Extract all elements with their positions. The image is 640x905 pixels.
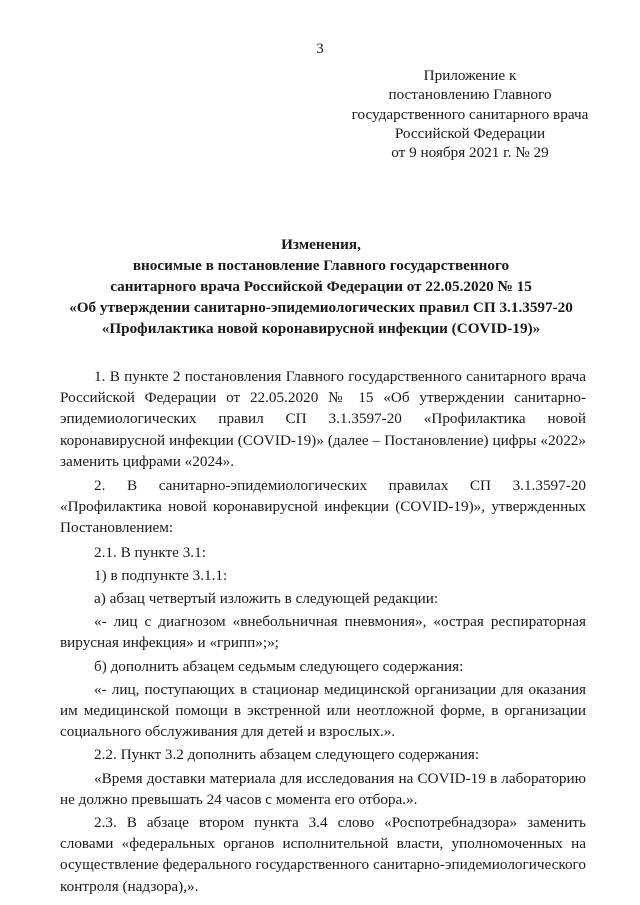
title-line: «Профилактика новой коронавирусной инфекции (COVID-19)» <box>101 320 541 337</box>
appendix-header <box>330 66 610 162</box>
paragraph-5: а) абзац четвертый изложить в следующей редакции: <box>94 590 439 608</box>
appendix-line: Приложение к <box>423 67 517 84</box>
paragraph-11: 2.3. В абзаце втором пункта 3.4 слово «Роспотребнадзора» заменить словами «федеральных органов исполнительной власти, уполномоченных на осуществление федерального государственного санитарно-эпидемиологического контроля (надзора),». <box>60 814 586 895</box>
paragraph-4: 1) в подпункте 3.1.1: <box>94 566 228 584</box>
paragraph-1: 1. В пункте 2 постановления Главного государственного санитарного врача Российской Федерации от 22.05.2020 № 15 «Об утверждении санитарно-эпидемиологических правил СП 3.1.3597-20 «Профилактика новой коронавирусной инфекции (COVID-19)» (далее – Постановление) цифры «2022» заменить цифрами «2024». <box>60 368 586 470</box>
paragraph-9: 2.2. Пункт 3.2 дополнить абзацем следующего содержания: <box>94 746 480 764</box>
appendix-line: Российской Федерации <box>394 124 546 142</box>
title-line: вносимые в постановление Главного государственного <box>132 257 510 274</box>
title-line: санитарного врача Российской Федерации от 22.05.2020 № 15 <box>110 278 532 295</box>
appendix-line: постановлению Главного <box>388 86 552 104</box>
document-body <box>60 366 586 897</box>
document-title <box>56 234 586 339</box>
paragraph-2: 2. В санитарно-эпидемиологических правилах СП 3.1.3597-20 «Профилактика новой коронавирусной инфекции (COVID-19)», утвержденных Постановлением: <box>60 477 586 537</box>
title-line: «Об утверждении санитарно-эпидемиологических правил СП 3.1.3597-20 <box>69 299 573 316</box>
paragraph-6: «- лиц с диагнозом «внебольничная пневмония», «острая респираторная вирусная инфекция» и «грипп»;»; <box>60 613 586 652</box>
paragraph-8: «- лиц, поступающих в стационар медицинской организации для оказания им медицинской помощи в экстренной или неотложной форме, в организации социального обслуживания для детей и взрослых.». <box>60 680 586 741</box>
paragraph-3: 2.1. В пункте 3.1: <box>94 543 206 561</box>
appendix-line: от 9 ноября 2021 г. № 29 <box>391 144 549 162</box>
paragraph-10: «Время доставки материала для исследования на COVID-19 в лабораторию не должно превышать 24 часов с момента его отбора.». <box>60 769 586 808</box>
paragraph-7: б) дополнить абзацем седьмым следующего содержания: <box>94 657 464 675</box>
appendix-line: государственного санитарного врача <box>351 105 589 123</box>
title-line: Изменения, <box>281 236 361 253</box>
page-number: 3 <box>316 41 324 57</box>
